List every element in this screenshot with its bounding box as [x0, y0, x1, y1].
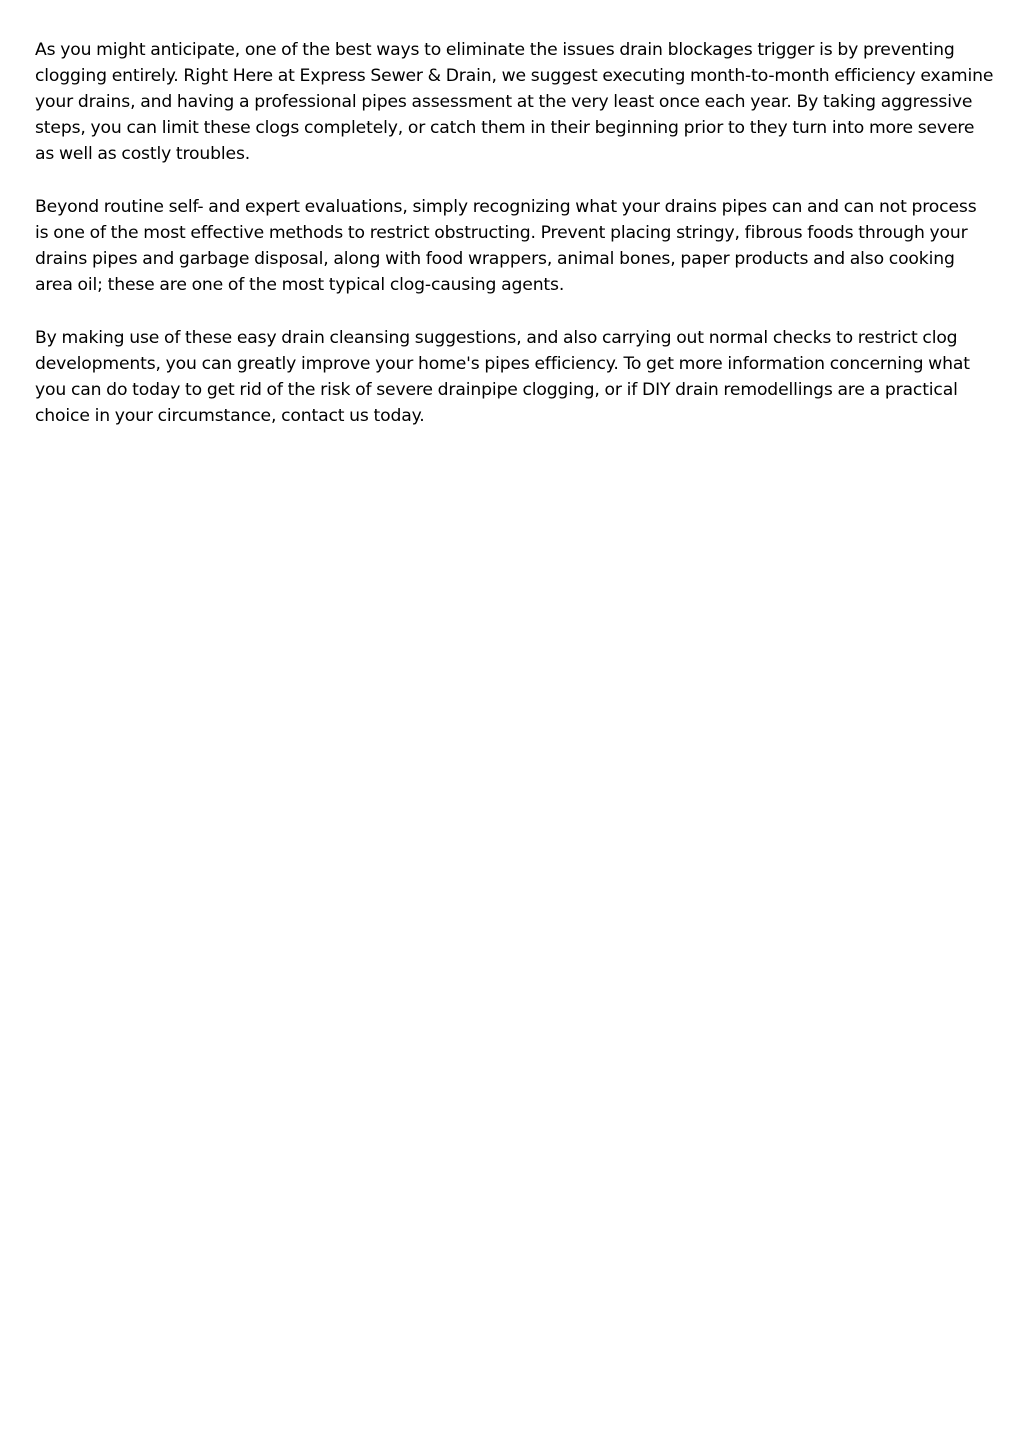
paragraph-prevention: As you might anticipate, one of the best ways to eliminate the issues drain blockages trigger is by preventing clogging entirely. Right Here at Express Sewer & Drain, we suggest executing month-to-month efficiency examine your drains, and having a professional pipes assessment at the very least once each year. By taking aggressive steps, you can limit these clogs completely, or catch them in their beginning prior to they turn into more severe as well as costly troubles. [35, 40, 994, 164]
paragraph-evaluations: Beyond routine self- and expert evaluations, simply recognizing what your drains pipes can and can not process is one of the most effective methods to restrict obstructing. Prevent placing stringy, fibrous foods through your drains pipes and garbage disposal, along with food wrappers, animal bones, paper products and also cooking area oil; these are one of the most typical clog-causing agents. [35, 197, 977, 295]
paragraph-contact: By making use of these easy drain cleansing suggestions, and also carrying out normal checks to restrict clog developments, you can greatly improve your home's pipes efficiency. To get more information concerning what you can do today to get rid of the risk of severe drainpipe clogging, or if DIY drain remodellings are a practical choice in your circumstance, contact us today. [35, 328, 970, 426]
